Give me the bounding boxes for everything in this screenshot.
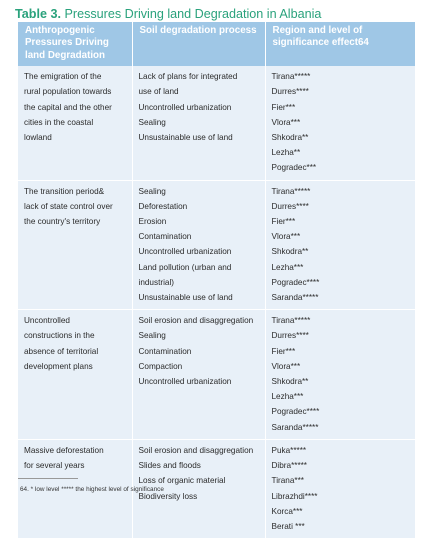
process-line: Lack of plans for integrated [138, 72, 238, 82]
pressure-line: The transition period& [24, 186, 105, 196]
table-row [18, 180, 415, 310]
process-line: Soil erosion and disaggregation [138, 445, 254, 455]
header-region: Region and level of significance effect64 [265, 22, 415, 66]
pressure-line: development plans [24, 361, 93, 371]
process-line: Uncontrolled urbanization [138, 247, 232, 257]
region-line: Pogradec**** [271, 277, 320, 287]
table-title [15, 6, 422, 22]
region-line: Shkodra** [271, 133, 309, 143]
pressure-cell [18, 180, 132, 310]
region-line: Dibra***** [271, 461, 307, 471]
region-line: Durres**** [271, 331, 309, 341]
region-cell [265, 439, 415, 538]
region-line: Durres**** [271, 201, 309, 211]
pressure-cell [18, 66, 132, 180]
pressure-line: constructions in the [24, 331, 95, 341]
region-line: Lezha*** [271, 262, 304, 272]
process-line: Uncontrolled urbanization [138, 102, 232, 112]
process-cell [132, 180, 265, 310]
region-cell [265, 66, 415, 180]
region-line: Vlora*** [271, 232, 301, 242]
region-line: Shkodra** [271, 247, 309, 257]
region-line: Tirana***** [271, 316, 311, 326]
footnote-divider [18, 478, 78, 479]
table-number: Table 3. [15, 7, 61, 21]
pressure-cell [18, 310, 132, 440]
region-line: Pogradec**** [271, 407, 320, 417]
pressure-line: Uncontrolled [24, 316, 70, 326]
region-cell [265, 310, 415, 440]
pressure-line: lowland [24, 133, 52, 143]
process-line: Contamination [138, 346, 192, 356]
pressure-line: for several years [24, 461, 85, 471]
pressure-line: Massive deforestation [24, 445, 104, 455]
process-line: Loss of organic material [138, 476, 226, 486]
process-line: industrial) [138, 277, 174, 287]
region-line: Berati *** [271, 521, 305, 531]
region-line: Fier*** [271, 102, 296, 112]
process-line: Sealing [138, 117, 166, 127]
region-line: Vlora*** [271, 117, 301, 127]
table-row [18, 66, 415, 180]
region-line: Saranda***** [271, 422, 319, 432]
pressure-line: absence of territorial [24, 346, 99, 356]
process-line: Sealing [138, 331, 166, 341]
region-line: Puka***** [271, 445, 307, 455]
table-caption: Pressures Driving land Degradation in Albania [64, 7, 322, 21]
process-cell [132, 66, 265, 180]
pressure-line: The emigration of the [24, 72, 102, 82]
pressure-line: cities in the coastal [24, 117, 94, 127]
region-line: Vlora*** [271, 361, 301, 371]
pressure-line: the country's territory [24, 217, 101, 227]
region-line: Korca*** [271, 506, 303, 516]
region-line: Lezha** [271, 148, 301, 158]
footnote: 64. * low level ***** the highest level of significance [20, 486, 164, 493]
pressure-line: the capital and the other [24, 102, 112, 112]
process-line: Slides and floods [138, 461, 201, 471]
region-line: Durres**** [271, 87, 309, 97]
region-line: Tirana*** [271, 476, 304, 486]
process-line: Unsustainable use of land [138, 133, 233, 143]
region-line: Tirana***** [271, 186, 311, 196]
process-line: Sealing [138, 186, 166, 196]
process-cell [132, 310, 265, 440]
region-line: Shkodra** [271, 377, 309, 387]
header-process: Soil degradation process [132, 22, 265, 66]
pressure-line: rural population towards [24, 87, 112, 97]
process-line: Unsustainable use of land [138, 293, 233, 303]
process-line: Uncontrolled urbanization [138, 377, 232, 387]
region-line: Tirana***** [271, 72, 311, 82]
region-line: Fier*** [271, 346, 296, 356]
process-line: Compaction [138, 361, 183, 371]
process-line: Contamination [138, 232, 192, 242]
region-cell [265, 180, 415, 310]
header-pressures: Anthropogenic Pressures Driving land Degradation [18, 22, 132, 66]
header-row [18, 22, 415, 66]
region-line: Saranda***** [271, 293, 319, 303]
pressures-table [18, 22, 415, 538]
table-row [18, 310, 415, 440]
pressure-line: lack of state control over [24, 201, 113, 211]
region-line: Pogradec*** [271, 163, 317, 173]
region-line: Fier*** [271, 217, 296, 227]
region-line: Librazhdi**** [271, 491, 318, 501]
process-line: Biodiversity loss [138, 491, 198, 501]
process-line: Erosion [138, 217, 167, 227]
table-body [18, 66, 415, 538]
process-line: Land pollution (urban and [138, 262, 232, 272]
process-line: Deforestation [138, 201, 188, 211]
process-line: Soil erosion and disaggregation [138, 316, 254, 326]
process-line: use of land [138, 87, 179, 97]
region-line: Lezha*** [271, 392, 304, 402]
